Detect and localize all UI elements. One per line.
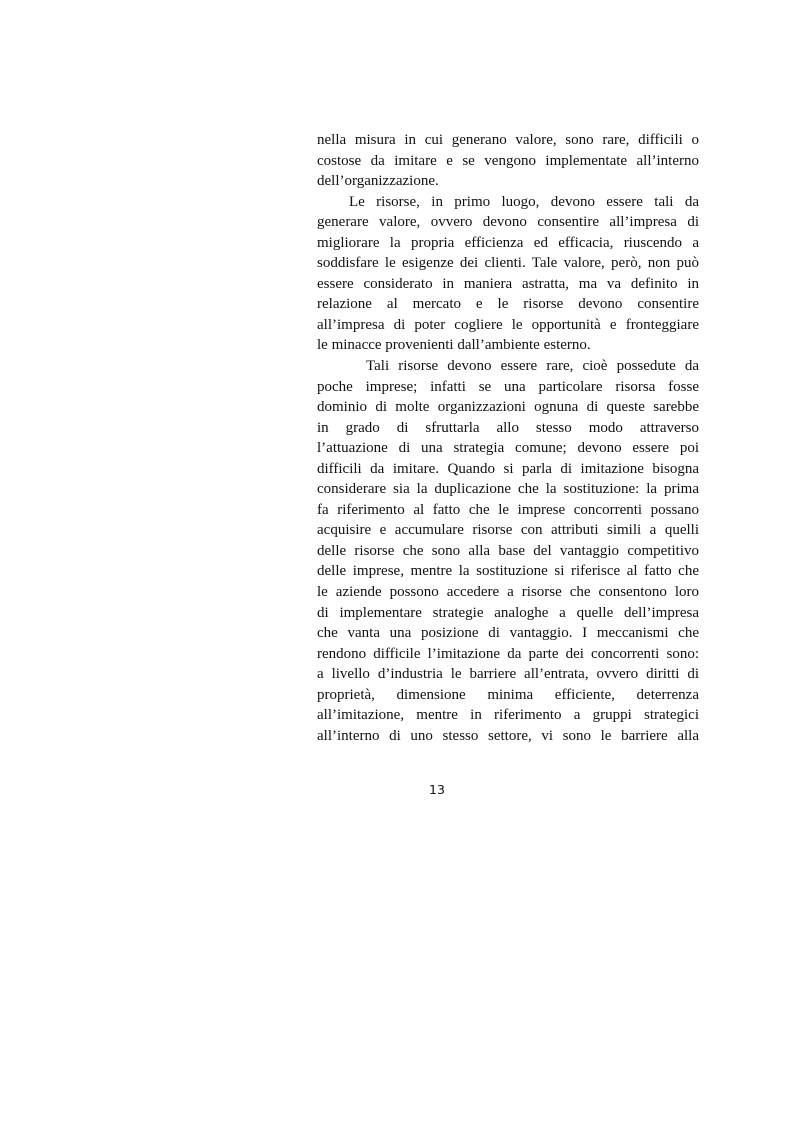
text-line: all’impresa di poter cogliere le opportunità e fronteggiare — [317, 316, 699, 333]
body-text — [317, 130, 699, 746]
text-line: acquisire e accumulare risorse con attributi simili a quelli — [317, 522, 699, 539]
text-line: Tali risorse devono essere rare, cioè possedute da — [366, 358, 699, 375]
text-line: all’interno di uno stesso settore, vi sono le barriere alla — [317, 727, 699, 744]
text-line: poche imprese; infatti se una particolare risorsa fosse — [317, 378, 699, 395]
text-line: proprietà, dimensione minima efficiente, deterrenza — [317, 686, 699, 703]
text-line: le minacce provenienti dall’ambiente esterno. — [317, 337, 591, 354]
text-line: Le risorse, in primo luogo, devono essere tali da — [349, 193, 699, 210]
text-line: essere considerato in maniera astratta, ma va definito in — [317, 275, 699, 292]
text-line: di implementare strategie analoghe a quelle dell’impresa — [317, 604, 699, 621]
text-line: rendono difficile l’imitazione da parte dei concorrenti sono: — [317, 645, 699, 662]
text-line: nella misura in cui generano valore, sono rare, difficili o — [317, 132, 699, 148]
text-line: soddisfare le esigenze dei clienti. Tale valore, però, non può — [317, 255, 699, 272]
text-line: in grado di sfruttarla allo stesso modo attraverso — [317, 419, 699, 436]
text-line: le aziende possono accedere a risorse che consentono loro — [317, 584, 699, 601]
text-line: dell’organizzazione. — [317, 173, 439, 190]
text-line: a livello d’industria le barriere all’entrata, ovvero diritti di — [317, 666, 699, 683]
text-line: all’imitazione, mentre in riferimento a gruppi strategici — [317, 707, 699, 724]
page-number: 13 — [429, 782, 445, 797]
text-line: delle imprese, mentre la sostituzione si riferisce al fatto che — [317, 563, 699, 580]
text-line: difficili da imitare. Quando si parla di imitazione bisogna — [317, 460, 699, 477]
text-line: l’attuazione di una strategia comune; devono essere poi — [317, 440, 699, 457]
text-line: dominio di molte organizzazioni ognuna di queste sarebbe — [317, 399, 699, 416]
text-line: generare valore, ovvero devono consentire all’impresa di — [317, 214, 699, 231]
text-line: relazione al mercato e le risorse devono consentire — [317, 296, 699, 313]
text-line: costose da imitare e se vengono implementate all’interno — [317, 152, 699, 169]
text-line: delle risorse che sono alla base del vantaggio competitivo — [317, 542, 699, 559]
text-line: considerare sia la duplicazione che la sostituzione: la prima — [317, 481, 699, 498]
text-line: che vanta una posizione di vantaggio. I meccanismi che — [317, 625, 699, 642]
text-line: fa riferimento al fatto che le imprese concorrenti possano — [317, 501, 699, 518]
text-line: migliorare la propria efficienza ed efficacia, riuscendo a — [317, 234, 699, 251]
